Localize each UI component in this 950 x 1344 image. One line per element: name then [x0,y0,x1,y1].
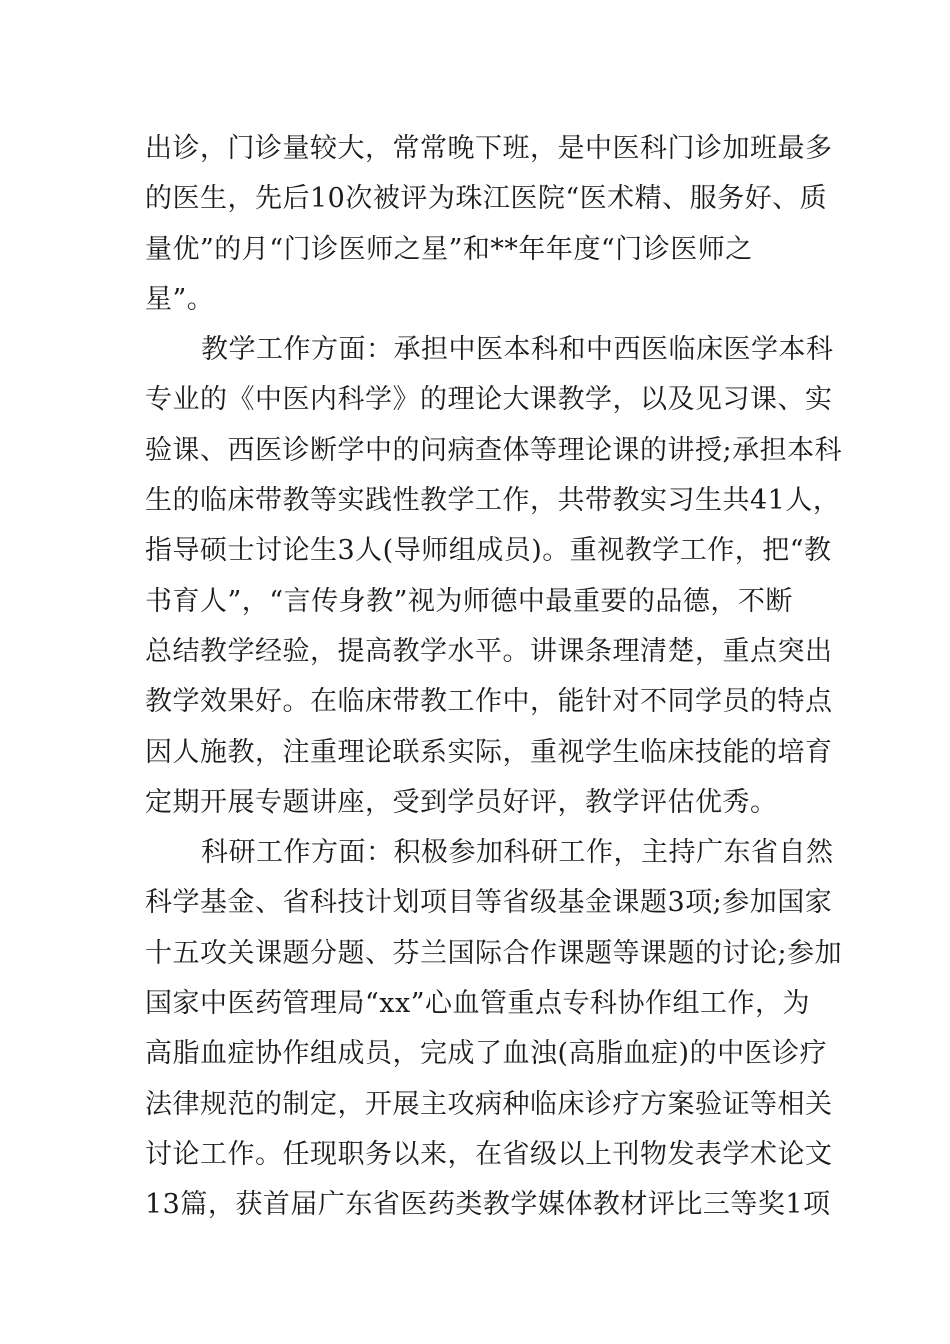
paragraph-2-line-2: 专业的《中医内科学》的理论大课教学，以及见习课、实 [145,384,833,416]
paragraph-1-line-1: 出诊，门诊量较大，常常晚下班，是中医科门诊加班最多 [145,133,833,164]
paragraph-2-line-4: 生的临床带教等实践性教学工作，共带教实习生共41人， [145,485,841,517]
paragraph-2-line-9: 因人施教，注重理论联系实际，重视学生临床技能的培育 [145,736,833,768]
paragraph-3-line-7: 讨论工作。任现职务以来，在省级以上刊物发表学术论文 [145,1138,833,1170]
paragraph-3-line-6: 法律规范的制定，开展主攻病种临床诊疗方案验证等相关 [145,1088,833,1120]
paragraph-2-line-7: 总结教学经验，提高教学水平。讲课条理清楚，重点突出 [145,635,833,667]
paragraph-2-line-5: 指导硕士讨论生3人(导师组成员)。重视教学工作，把“教 [145,535,832,567]
paragraph-1-line-2: 的医生，先后10次被评为珠江医院“医术精、服务好、质 [145,183,828,215]
paragraph-2-line-8: 教学效果好。在临床带教工作中，能针对不同学员的特点 [145,686,833,718]
paragraph-3-line-8: 13篇，获首届广东省医药类教学媒体教材评比三等奖1项 [145,1189,831,1221]
paragraph-3-line-2: 科学基金、省科技计划项目等省级基金课题3项;参加国家 [145,887,833,919]
paragraph-2-line-6: 书育人”，“言传身教”视为师德中最重要的品德，不断 [145,585,793,617]
paragraph-2-line-3: 验课、西医诊断学中的问病查体等理论课的讲授;承担本科 [145,434,843,466]
paragraph-1-line-4: 星”。 [145,283,215,315]
paragraph-3-line-5: 高脂血症协作组成员，完成了血浊(高脂血症)的中医诊疗 [145,1038,828,1070]
paragraph-2-line-1: 教学工作方面：承担中医本科和中西医临床医学本科 [201,334,834,366]
paragraph-3-line-3: 十五攻关课题分题、芬兰国际合作课题等课题的讨论;参加 [145,937,843,969]
paragraph-3-line-4: 国家中医药管理局“xx”心血管重点专科协作组工作，为 [145,988,811,1020]
document-body [145,124,843,1231]
paragraph-2-line-10: 定期开展专题讲座，受到学员好评，教学评估优秀。 [145,786,778,818]
paragraph-3-line-1: 科研工作方面：积极参加科研工作，主持广东省自然 [201,837,834,869]
paragraph-1-line-3: 量优”的月“门诊医师之星”和**年年度“门诊医师之 [145,233,753,265]
